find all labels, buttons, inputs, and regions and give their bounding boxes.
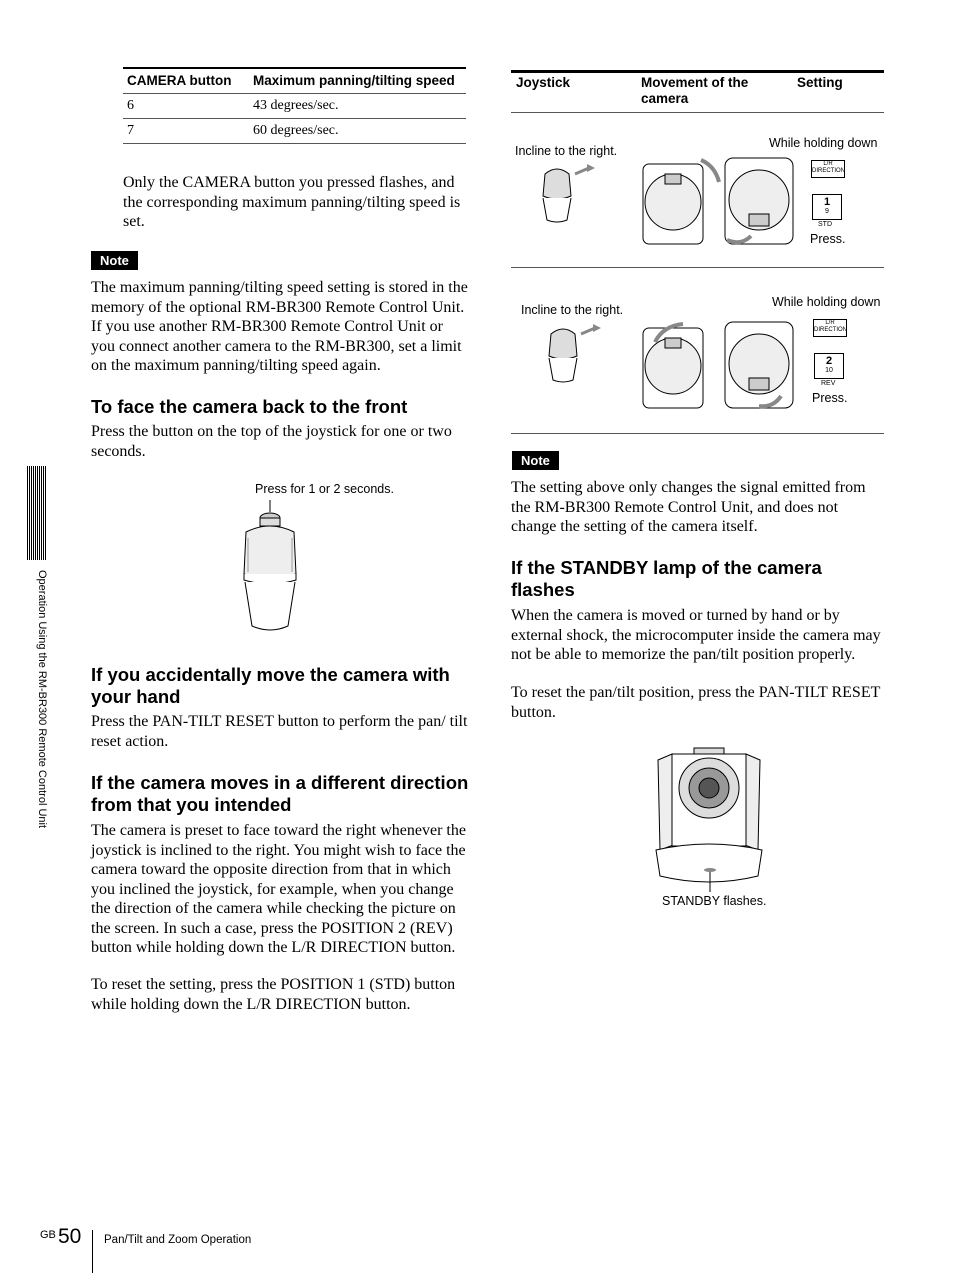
- movement-header: Movement of the camera: [641, 75, 749, 106]
- accidental-move-paragraph: Press the PAN-TILT RESET button to perform the pan/ tilt reset action.: [91, 713, 468, 750]
- heading-different-direction: If the camera moves in a different direction from that you intended: [91, 772, 469, 815]
- standby-flashes-label: STANDBY flashes.: [662, 894, 767, 908]
- direction-table: [511, 70, 884, 434]
- table-cell: 60 degrees/sec.: [249, 119, 466, 144]
- position-1-number: 1: [823, 196, 831, 208]
- camera-rotation-reverse-illustration: [639, 318, 799, 412]
- rev-label: REV: [821, 380, 836, 387]
- setting-header: Setting: [797, 75, 843, 90]
- camera-standby-illustration: [654, 746, 764, 896]
- different-direction-paragraph-1: The camera is preset to face toward the right whenever the joystick is inclined to the right. You might wish to face the camera toward the opposite direction from that in which you inclined the joystick, for example, when you change the direction of the camera while checking the picture on the screen. In such a case, press the POSITION 2 (REV) button while holding down the L/R DIRECTION button.: [91, 822, 466, 956]
- different-direction-paragraph-2: To reset the setting, press the POSITION 1 (STD) button while holding down the L/R DIRECTION button.: [91, 976, 456, 1013]
- position-2-number: 2: [825, 355, 833, 367]
- joystick-press-illustration: [236, 498, 306, 638]
- table-row: [123, 119, 466, 144]
- position-1-button: [812, 194, 842, 220]
- note-badge: Note: [512, 451, 559, 470]
- section-tab-stripes: [27, 466, 47, 560]
- note-paragraph: The maximum panning/tilting speed setting is stored in the memory of the optional RM-BR300 Remote Control Unit. If you use another RM-BR300 Remote Control Unit or you connect another camera to the RM-BR300, set a limit on the maximum panning/tilting speed again.: [91, 279, 468, 374]
- joystick-incline-icon: [537, 160, 597, 224]
- standby-paragraph-2: To reset the pan/tilt position, press the PAN-TILT RESET button.: [511, 684, 881, 721]
- table-row: [123, 94, 466, 119]
- footer-divider: [92, 1230, 93, 1273]
- table-cell: 43 degrees/sec.: [249, 94, 466, 119]
- note-paragraph: The setting above only changes the signal emitted from the RM-BR300 Remote Control Unit, and does not change the setting of the camera itself.: [511, 479, 866, 535]
- incline-right-label: Incline to the right.: [521, 303, 624, 317]
- std-label: STD: [818, 221, 832, 228]
- table-cell: 7: [123, 119, 249, 144]
- table-cell: 6: [123, 94, 249, 119]
- lr-direction-button: L/R DIRECTION: [813, 319, 847, 337]
- position-2-button: [814, 353, 844, 379]
- while-holding-label: While holding down: [772, 295, 881, 309]
- press-label: Press.: [810, 232, 846, 246]
- face-front-paragraph: Press the button on the top of the joystick for one or two seconds.: [91, 423, 452, 460]
- joystick-header: Joystick: [516, 75, 571, 90]
- speed-table: [123, 67, 466, 144]
- position-1-sub: 9: [825, 208, 829, 215]
- footer-section-title: Pan/Tilt and Zoom Operation: [104, 1234, 252, 1246]
- standby-paragraph-1: When the camera is moved or turned by hand or by external shock, the microcomputer inside the camera may not be able to memorize the pan/tilt position properly.: [511, 607, 881, 663]
- heading-standby-lamp: If the STANDBY lamp of the camera flashes: [511, 557, 822, 600]
- joystick-incline-icon: [543, 320, 603, 384]
- heading-face-front: To face the camera back to the front: [91, 396, 408, 417]
- speed-table-header: CAMERA button: [127, 73, 232, 88]
- lr-direction-button: L/R DIRECTION: [811, 160, 845, 178]
- page-number: 50: [58, 1225, 82, 1248]
- gb-label: GB: [40, 1229, 56, 1241]
- camera-rotation-right-illustration: [639, 154, 799, 248]
- position-2-sub: 10: [825, 367, 833, 374]
- camera-button-paragraph: Only the CAMERA button you pressed flashes, and the corresponding maximum panning/tilting speed is set.: [123, 174, 461, 230]
- while-holding-label: While holding down: [769, 136, 878, 150]
- sidebar-section-title: Operation Using the RM-BR300 Remote Control Unit: [36, 570, 48, 829]
- incline-right-label: Incline to the right.: [515, 144, 618, 158]
- press-label: Press.: [812, 391, 848, 405]
- speed-table-header: Maximum panning/tilting speed: [253, 73, 455, 88]
- heading-accidental-move: If you accidentally move the camera with your hand: [91, 664, 450, 707]
- speed-table-wrap: [123, 67, 466, 144]
- press-seconds-label: Press for 1 or 2 seconds.: [255, 482, 394, 496]
- note-badge: Note: [91, 251, 138, 270]
